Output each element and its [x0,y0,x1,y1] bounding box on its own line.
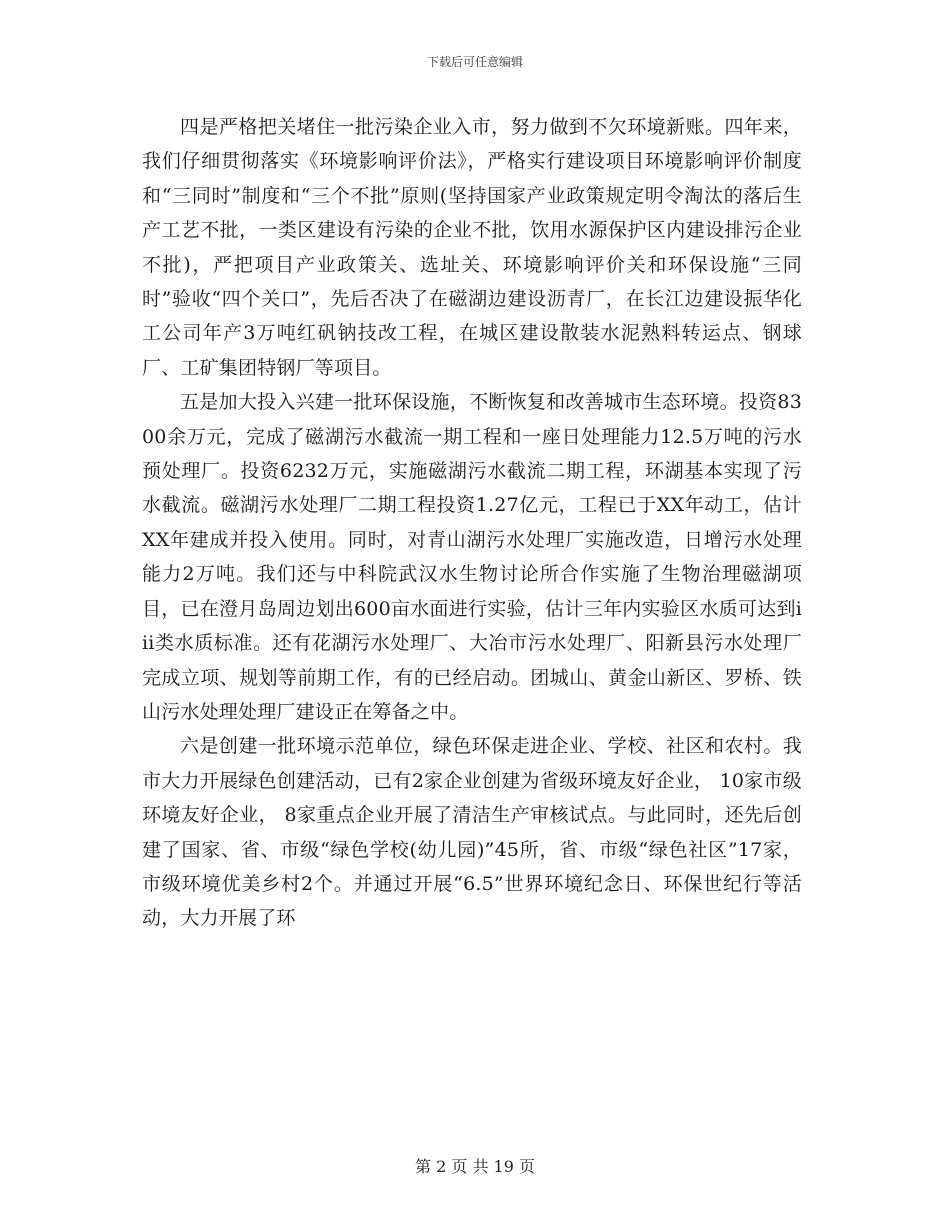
page-header: 下载后可任意编辑 [426,55,523,69]
paragraph-1: 四是严格把关堵住一批污染企业入市，努力做到不欠环境新账。四年来，我们仔细贯彻落实《环境影响评价法》，严格实行建设项目环境影响评价制度和“三同时”制度和“三个不批”原则(坚持国家产业政策规定明令淘汰的落后生产工艺不批，一类区建设有污染的企业不批，饮用水源保护区内建设排污企业不批)，严把项目产业政策关、选址关、环境影响评价关和环保设施“三同时”验收“四个关口”，先后否决了在磁湖边建设沥青厂，在长江边建设振华化工公司年产3万吨红矾钠技改工程，在城区建设散装水泥熟料转运点、钢球厂、工矿集团特钢厂等项目。 [142,116,802,379]
page-number-footer: 第 2 页 共 19 页 [415,1157,535,1176]
paragraph-2: 五是加大投入兴建一批环保设施，不断恢复和改善城市生态环境。投资8300余万元，完成了磁湖污水截流一期工程和一座日处理能力12.5万吨的污水预处理厂。投资6232万元，实施磁湖污水截流二期工程，环湖基本实现了污水截流。磁湖污水处理厂二期工程投资1.27亿元，工程已于XX年动工，估计XX年建成并投入使用。同时，对青山湖污水处理厂实施改造，日增污水处理能力2万吨。我们还与中科院武汉水生物讨论所合作实施了生物治理磁湖项目，已在澄月岛周边划出600亩水面进行实验，估计三年内实验区水质可达到iii类水质标准。还有花湖污水处理厂、大冶市污水处理厂、阳新县污水处理厂完成立项、规划等前期工作，有的已经启动。团城山、黄金山新区、罗桥、铁山污水处理处理厂建设正在筹备之中。 [142,391,802,723]
paragraph-3: 六是创建一批环境示范单位，绿色环保走进企业、学校、社区和农村。我市大力开展绿色创建活动，已有2家企业创建为省级环境友好企业， 10家市级环境友好企业， 8家重点企业开展了清洁生产审核试点。与此同时，还先后创建了国家、省、市级“绿色学校(幼儿园)”45所，省、市级“绿色社区”17家，市级环境优美乡村2个。并通过开展“6.5”世界环境纪念日、环保世纪行等活动，大力开展了环 [142,735,802,930]
document-body [142,110,802,936]
